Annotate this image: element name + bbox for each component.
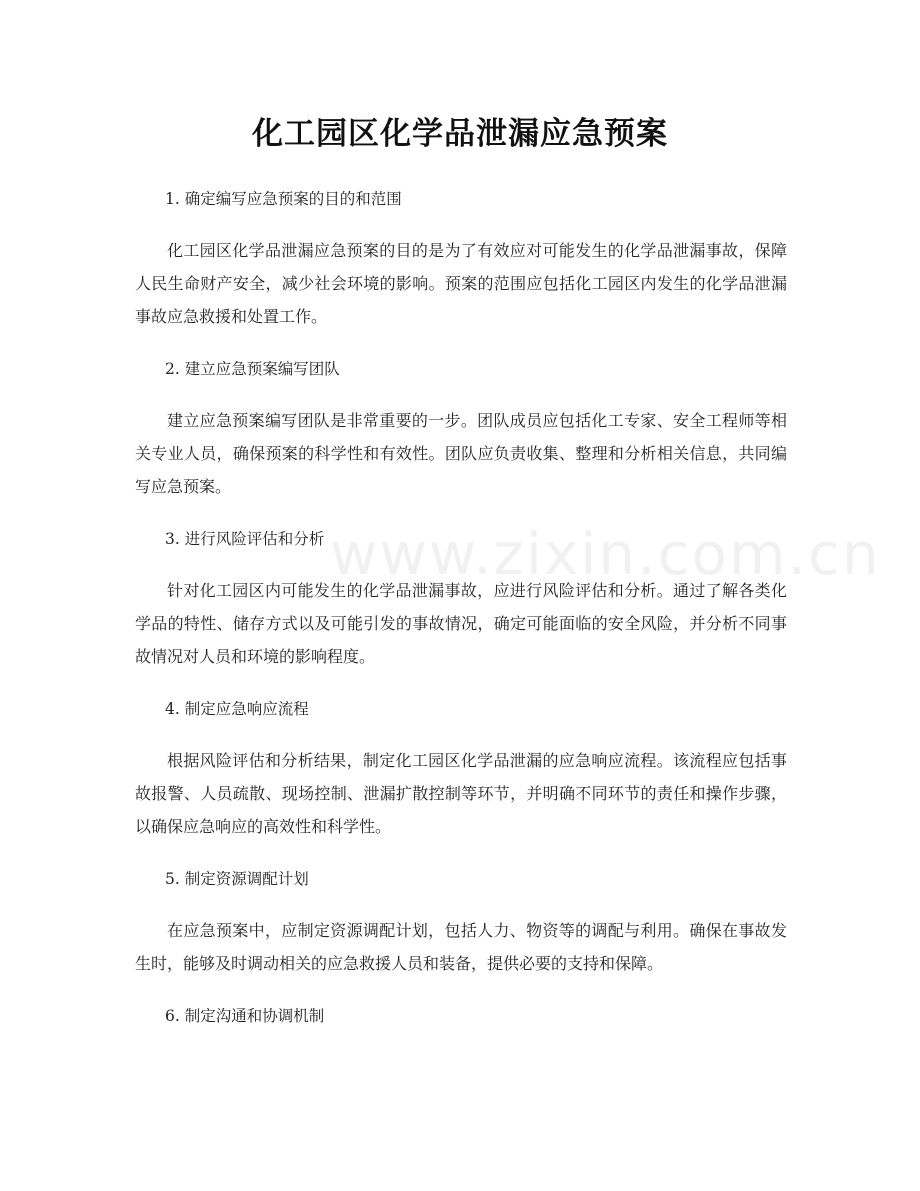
section-heading-4: 4. 制定应急响应流程 bbox=[165, 700, 309, 718]
section-body-3: 针对化工园区内可能发生的化学品泄漏事故，应进行风险评估和分析。通过了解各类化学品的特性、储存方式以及可能引发的事故情况，确定可能面临的安全风险，并分析不同事故情况对人员和环境的影响程度。 bbox=[135, 581, 787, 666]
section-heading-2: 2. 建立应急预案编写团队 bbox=[165, 360, 340, 378]
section-body-1: 化工园区化学品泄漏应急预案的目的是为了有效应对可能发生的化学品泄漏事故，保障人民生命财产安全，减少社会环境的影响。预案的范围应包括化工园区内发生的化学品泄漏事故应急救援和处置工作。 bbox=[135, 241, 787, 326]
section-heading-1: 1. 确定编写应急预案的目的和范围 bbox=[165, 190, 402, 208]
document-title: 化工园区化学品泄漏应急预案 bbox=[252, 116, 668, 152]
document-content bbox=[135, 186, 787, 1029]
section-heading-3: 3. 进行风险评估和分析 bbox=[165, 530, 325, 548]
section-heading-5: 5. 制定资源调配计划 bbox=[165, 870, 309, 888]
watermark: www.zixin.com.cn bbox=[330, 520, 881, 588]
section-body-2: 建立应急预案编写团队是非常重要的一步。团队成员应包括化工专家、安全工程师等相关专业人员，确保预案的科学性和有效性。团队应负责收集、整理和分析相关信息，共同编写应急预案。 bbox=[135, 411, 787, 496]
section-body-4: 根据风险评估和分析结果，制定化工园区化学品泄漏的应急响应流程。该流程应包括事故报警、人员疏散、现场控制、泄漏扩散控制等环节，并明确不同环节的责任和操作步骤，以确保应急响应的高效性和科学性。 bbox=[135, 751, 787, 836]
section-body-5: 在应急预案中，应制定资源调配计划，包括人力、物资等的调配与利用。确保在事故发生时，能够及时调动相关的应急救援人员和装备，提供必要的支持和保障。 bbox=[135, 921, 787, 973]
section-heading-6: 6. 制定沟通和协调机制 bbox=[165, 1007, 325, 1025]
